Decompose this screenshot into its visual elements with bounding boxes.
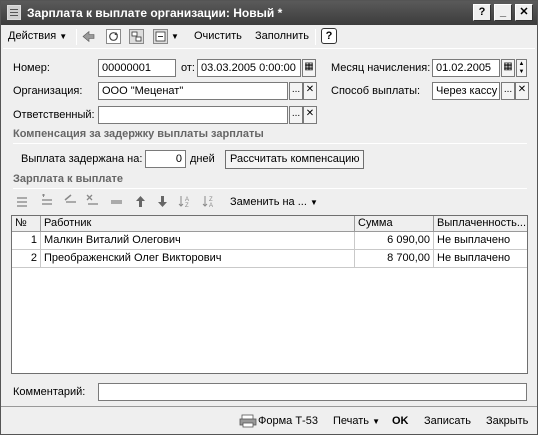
row-number: 1 xyxy=(12,232,41,249)
amount-cell[interactable]: 6 090,00 xyxy=(355,232,434,249)
employee-cell[interactable]: Преображенский Олег Викторович xyxy=(41,250,355,267)
comment-field[interactable] xyxy=(98,383,527,401)
chevron-down-icon: ▼ xyxy=(59,32,68,41)
payment-method-label: Способ выплаты: xyxy=(331,85,421,97)
move-down-icon[interactable] xyxy=(155,194,170,209)
printer-icon xyxy=(239,414,257,431)
table-row[interactable] xyxy=(12,250,527,268)
days-label: дней xyxy=(190,153,215,165)
organization-field[interactable]: ООО "Меценат" xyxy=(98,82,288,100)
print-label: Печать xyxy=(333,415,370,427)
month-label: Месяц начисления: xyxy=(331,62,431,74)
number-label: Номер: xyxy=(13,62,50,74)
table-toolbar xyxy=(13,193,343,211)
compensation-section-title: Компенсация за задержку выплаты зарплаты xyxy=(13,128,264,140)
window-title: Зарплата к выплате организации: Новый * xyxy=(27,6,283,20)
fill-button[interactable]: Заполнить xyxy=(255,30,310,42)
actions-menu[interactable] xyxy=(8,30,67,42)
section-divider xyxy=(13,143,527,144)
amount-cell[interactable]: 8 700,00 xyxy=(355,250,434,267)
sort-descending-icon[interactable] xyxy=(201,194,216,209)
actions-label: Действия xyxy=(8,30,57,42)
clear-icon[interactable]: ✕ xyxy=(303,82,317,100)
close-window-button[interactable]: ✕ xyxy=(515,4,533,21)
number-field[interactable]: 00000001 xyxy=(98,59,176,77)
structure-icon[interactable] xyxy=(129,29,144,44)
copy-row-icon[interactable] xyxy=(39,194,54,209)
status-cell[interactable]: Не выплачено xyxy=(437,252,511,264)
select-button[interactable]: ... xyxy=(501,82,515,100)
svg-text:Z: Z xyxy=(209,197,213,203)
section-divider xyxy=(13,188,527,189)
employee-cell[interactable]: Малкин Виталий Олегович xyxy=(41,232,355,249)
svg-text:Z: Z xyxy=(185,203,189,209)
toolbar-divider xyxy=(3,48,535,49)
document-icon xyxy=(7,5,21,20)
based-on-icon[interactable] xyxy=(153,29,168,44)
bottom-bar xyxy=(1,406,537,434)
date-label: от: xyxy=(181,62,195,74)
save-button[interactable]: Записать xyxy=(424,415,472,427)
calendar-icon[interactable]: ▦ xyxy=(302,59,316,77)
chevron-down-icon: ▼ xyxy=(372,417,381,426)
table-header xyxy=(12,216,527,232)
delay-label: Выплата задержана на: xyxy=(21,153,143,165)
print-menu[interactable] xyxy=(333,415,380,427)
responsible-label: Ответственный: xyxy=(13,109,95,121)
clear-icon[interactable]: ✕ xyxy=(515,82,529,100)
toolbar-separator xyxy=(76,29,77,45)
back-arrow-icon[interactable] xyxy=(81,29,96,44)
edit-row-icon[interactable] xyxy=(63,194,78,209)
column-header-payment-status[interactable]: Выплаченность... xyxy=(437,217,527,229)
refresh-icon[interactable] xyxy=(106,29,121,44)
ok-button[interactable]: OK xyxy=(392,415,409,427)
month-field[interactable]: 01.02.2005 xyxy=(432,59,500,77)
salary-section-title: Зарплата к выплате xyxy=(13,173,124,185)
column-header-employee[interactable]: Работник xyxy=(41,216,355,232)
column-header-number[interactable]: № xyxy=(12,216,41,232)
replace-label: Заменить на ... xyxy=(230,196,307,208)
salary-table[interactable] xyxy=(11,215,528,374)
svg-text:A: A xyxy=(185,197,190,203)
move-up-icon[interactable] xyxy=(133,194,148,209)
select-button[interactable]: ... xyxy=(289,106,303,124)
organization-label: Организация: xyxy=(13,85,83,97)
delete-row-icon[interactable] xyxy=(85,194,100,209)
replace-menu[interactable] xyxy=(230,196,318,208)
svg-text:A: A xyxy=(209,203,214,209)
form-t53-button[interactable]: Форма Т-53 xyxy=(258,415,318,427)
clear-icon[interactable]: ✕ xyxy=(303,106,317,124)
end-edit-icon[interactable] xyxy=(109,194,124,209)
comment-label: Комментарий: xyxy=(13,386,86,398)
date-field[interactable]: 03.03.2005 0:00:00 xyxy=(197,59,301,77)
responsible-field[interactable] xyxy=(98,106,288,124)
row-number: 2 xyxy=(12,250,41,267)
toolbar-separator xyxy=(315,29,316,45)
clear-button[interactable]: Очистить xyxy=(194,30,242,42)
status-cell[interactable]: Не выплачено xyxy=(437,234,511,246)
help-title-button[interactable]: ? xyxy=(473,4,491,21)
month-spinner-icon[interactable]: ▲ ▼ xyxy=(516,59,527,77)
calendar-icon[interactable]: ▦ xyxy=(501,59,515,77)
close-button[interactable]: Закрыть xyxy=(486,415,529,427)
add-row-icon[interactable] xyxy=(15,194,30,209)
chevron-down-icon[interactable]: ▼ xyxy=(171,32,179,41)
delay-days-field[interactable]: 0 xyxy=(145,150,186,168)
select-button[interactable]: ... xyxy=(289,82,303,100)
payment-method-field[interactable]: Через кассу xyxy=(432,82,500,100)
help-button[interactable]: ? xyxy=(321,28,337,44)
calculate-compensation-button[interactable]: Рассчитать компенсацию xyxy=(225,150,364,169)
toolbar xyxy=(1,26,537,47)
minimize-button[interactable]: _ xyxy=(494,4,512,21)
chevron-down-icon: ▼ xyxy=(309,198,318,207)
title-bar xyxy=(1,1,537,25)
table-row[interactable] xyxy=(12,232,527,250)
sort-ascending-icon[interactable] xyxy=(177,194,192,209)
column-header-amount[interactable]: Сумма xyxy=(355,216,434,232)
